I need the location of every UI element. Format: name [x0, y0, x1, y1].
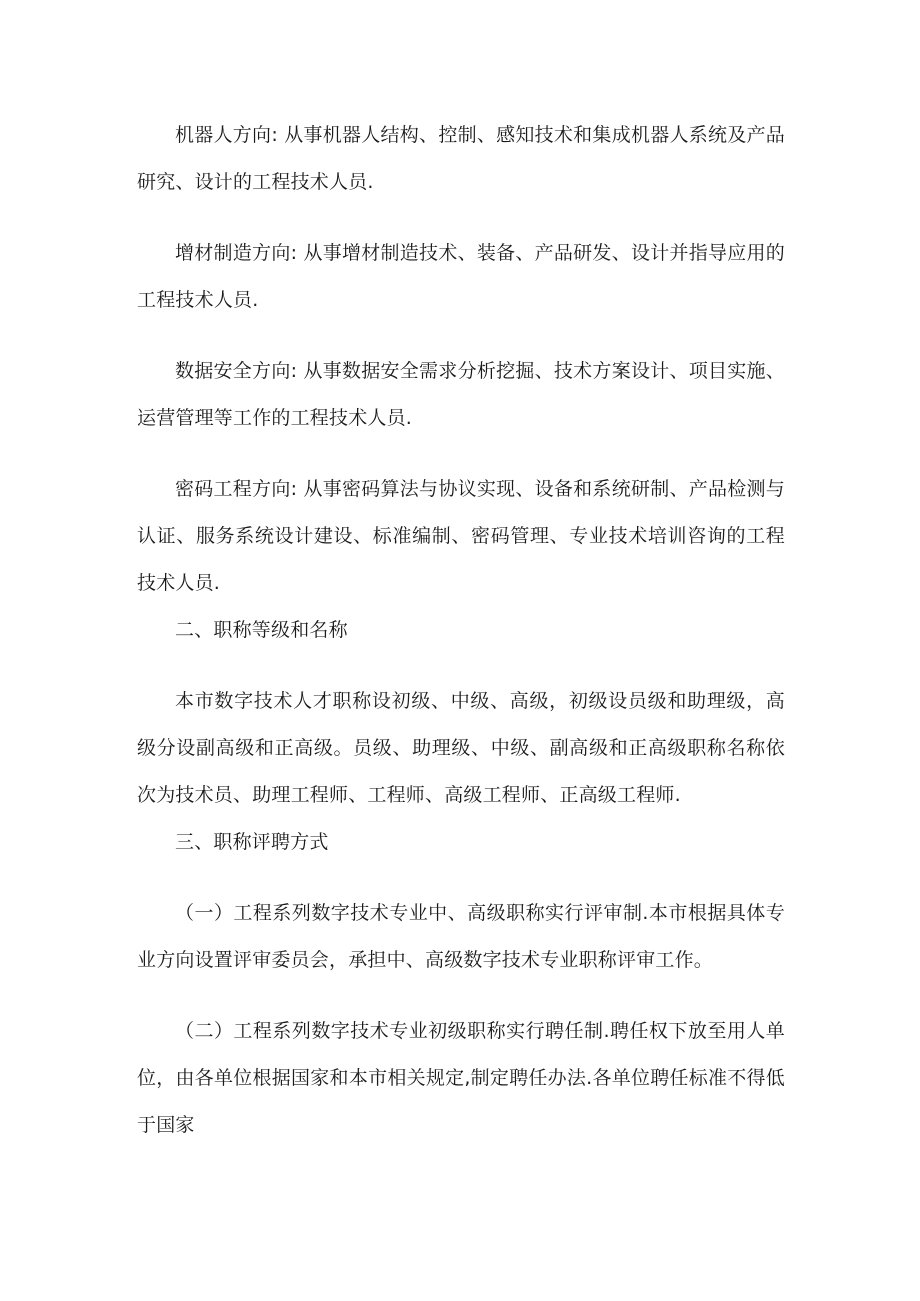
- paragraph-robot-direction: 机器人方向: 从事机器人结构、控制、感知技术和集成机器人系统及产品研究、设计的工程技术人员.: [137, 124, 785, 193]
- paragraph-item-one: （一）工程系列数字技术专业中、高级职称实行评审制.本市根据具体专业方向设置评审委员会，承担中、高级数字技术专业职称评审工作。: [137, 902, 785, 971]
- document-body: [137, 112, 785, 1149]
- section-three-heading: 三、职称评聘方式: [175, 831, 329, 853]
- paragraph-title-levels: 本市数字技术人才职称设初级、中级、高级，初级设员级和助理级，高级分设副高级和正高级。员级、助理级、中级、副高级和正高级职称名称依次为技术员、助理工程师、工程师、高级工程师、正高级工程师.: [137, 690, 785, 806]
- paragraph-item-two: （二）工程系列数字技术专业初级职称实行聘任制.聘任权下放至用人单位，由各单位根据国家和本市相关规定,制定聘任办法.各单位聘任标准不得低于国家: [137, 1020, 785, 1136]
- paragraph-data-security-direction: 数据安全方向: 从事数据安全需求分析挖掘、技术方案设计、项目实施、运营管理等工作的工程技术人员.: [137, 360, 785, 429]
- paragraph-cryptography-direction: 密码工程方向: 从事密码算法与协议实现、设备和系统研制、产品检测与认证、服务系统设计建设、标准编制、密码管理、专业技术培训咨询的工程技术人员.: [137, 478, 785, 594]
- section-two-heading: 二、职称等级和名称: [175, 619, 348, 641]
- paragraph-additive-manufacturing-direction: 增材制造方向: 从事增材制造技术、装备、产品研发、设计并指导应用的工程技术人员.: [137, 242, 785, 311]
